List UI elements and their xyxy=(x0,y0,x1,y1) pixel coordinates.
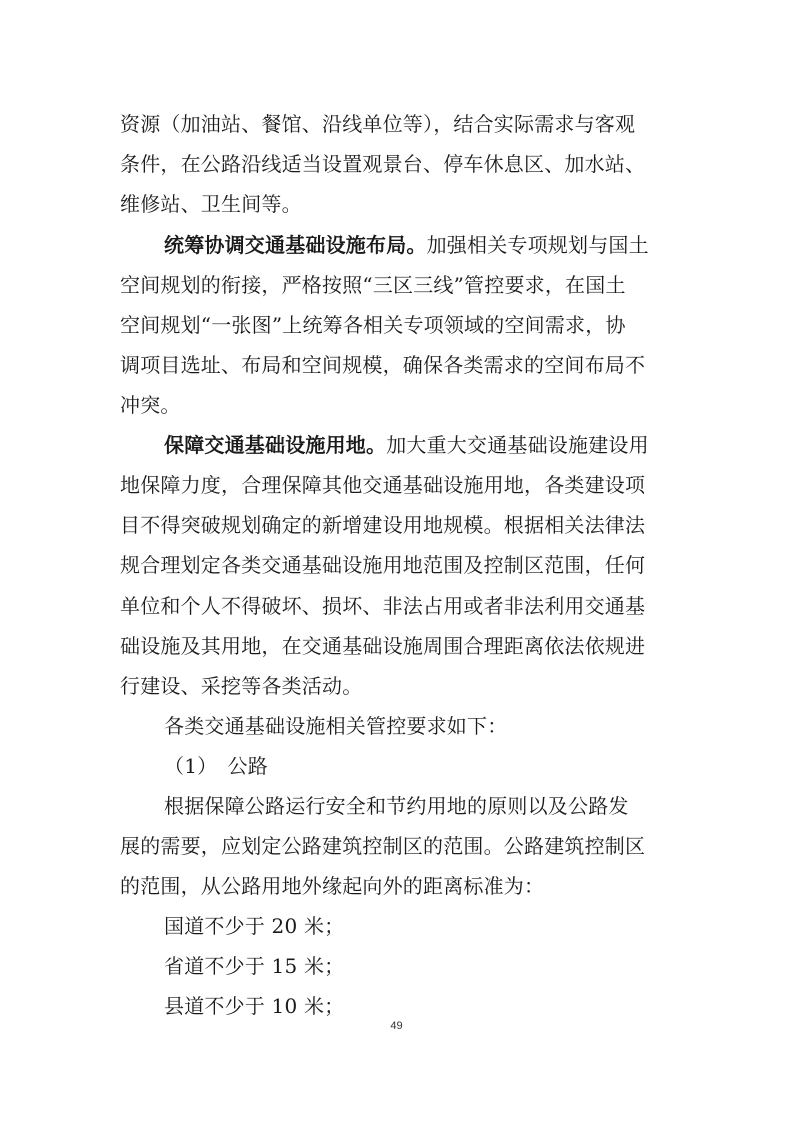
text-line xyxy=(0,104,793,144)
text-line xyxy=(0,706,793,746)
text-line xyxy=(0,866,793,906)
paragraph-text: 资源（加油站、餐馆、沿线单位等），结合实际需求与客观 xyxy=(120,112,636,136)
text-line xyxy=(0,305,793,345)
paragraph-text: 目不得突破规划确定的新增建设用地规模。根据相关法律法 xyxy=(120,513,646,537)
text-line xyxy=(0,586,793,626)
paragraph-heading: 统筹协调交通基础设施布局。 xyxy=(164,233,427,257)
paragraph-text: 础设施及其用地，在交通基础设施周围合理距离依法依规进 xyxy=(120,634,646,658)
text-line xyxy=(0,545,793,585)
list-item: 国道不少于 20 米； xyxy=(164,914,345,938)
paragraph-text: 地保障力度，合理保障其他交通基础设施用地，各类建设项 xyxy=(120,473,646,497)
paragraph-text: 根据保障公路运行安全和节约用地的原则以及公路发 xyxy=(164,794,629,818)
text-line xyxy=(0,666,793,706)
paragraph-text: 空间规划“一张图”上统筹各相关专项领域的空间需求，协 xyxy=(120,313,626,337)
list-item: 省道不少于 15 米； xyxy=(164,954,345,978)
text-line xyxy=(0,425,793,465)
paragraph-text: 行建设、采挖等各类活动。 xyxy=(120,674,363,698)
paragraph-text: 维修站、卫生间等。 xyxy=(120,192,302,216)
paragraph-text: 调项目选址、布局和空间规模，确保各类需求的空间布局不 xyxy=(120,353,646,377)
list-item: 县道不少于 10 米； xyxy=(164,994,345,1018)
text-line xyxy=(0,626,793,666)
page-number: 49 xyxy=(390,1020,403,1032)
paragraph-first-line xyxy=(164,225,649,265)
text-line xyxy=(0,465,793,505)
paragraph-text: 空间规划的衔接，严格按照“三区三线”管控要求，在国土 xyxy=(120,273,626,297)
paragraph-text: 展的需要，应划定公路建筑控制区的范围。公路建筑控制区 xyxy=(120,834,646,858)
text-line xyxy=(0,265,793,305)
paragraph-text: 的范围，从公路用地外缘起向外的距离标准为： xyxy=(120,874,545,898)
text-line xyxy=(0,345,793,385)
paragraph-text: 加强相关专项规划与国土 xyxy=(426,233,649,257)
paragraph-first-line xyxy=(164,425,649,465)
text-line xyxy=(0,746,793,786)
paragraph-text: 各类交通基础设施相关管控要求如下： xyxy=(164,714,508,738)
text-line xyxy=(0,786,793,826)
text-line xyxy=(0,826,793,866)
text-line xyxy=(0,505,793,545)
text-line xyxy=(0,144,793,184)
paragraph-text: 条件，在公路沿线适当设置观景台、停车休息区、加水站、 xyxy=(120,152,646,176)
text-line xyxy=(0,946,793,986)
text-line xyxy=(0,906,793,946)
text-line xyxy=(0,385,793,425)
paragraph-text: 加大重大交通基础设施建设用 xyxy=(386,433,649,457)
paragraph-text: 规合理划定各类交通基础设施用地范围及控制区范围，任何 xyxy=(120,553,646,577)
section-number-heading: （1） 公路 xyxy=(164,754,268,778)
paragraph-text: 冲突。 xyxy=(120,393,181,417)
text-line xyxy=(0,225,793,265)
paragraph-text: 单位和个人不得破坏、损坏、非法占用或者非法利用交通基 xyxy=(120,594,646,618)
text-line xyxy=(0,184,793,224)
paragraph-heading: 保障交通基础设施用地。 xyxy=(164,433,387,457)
